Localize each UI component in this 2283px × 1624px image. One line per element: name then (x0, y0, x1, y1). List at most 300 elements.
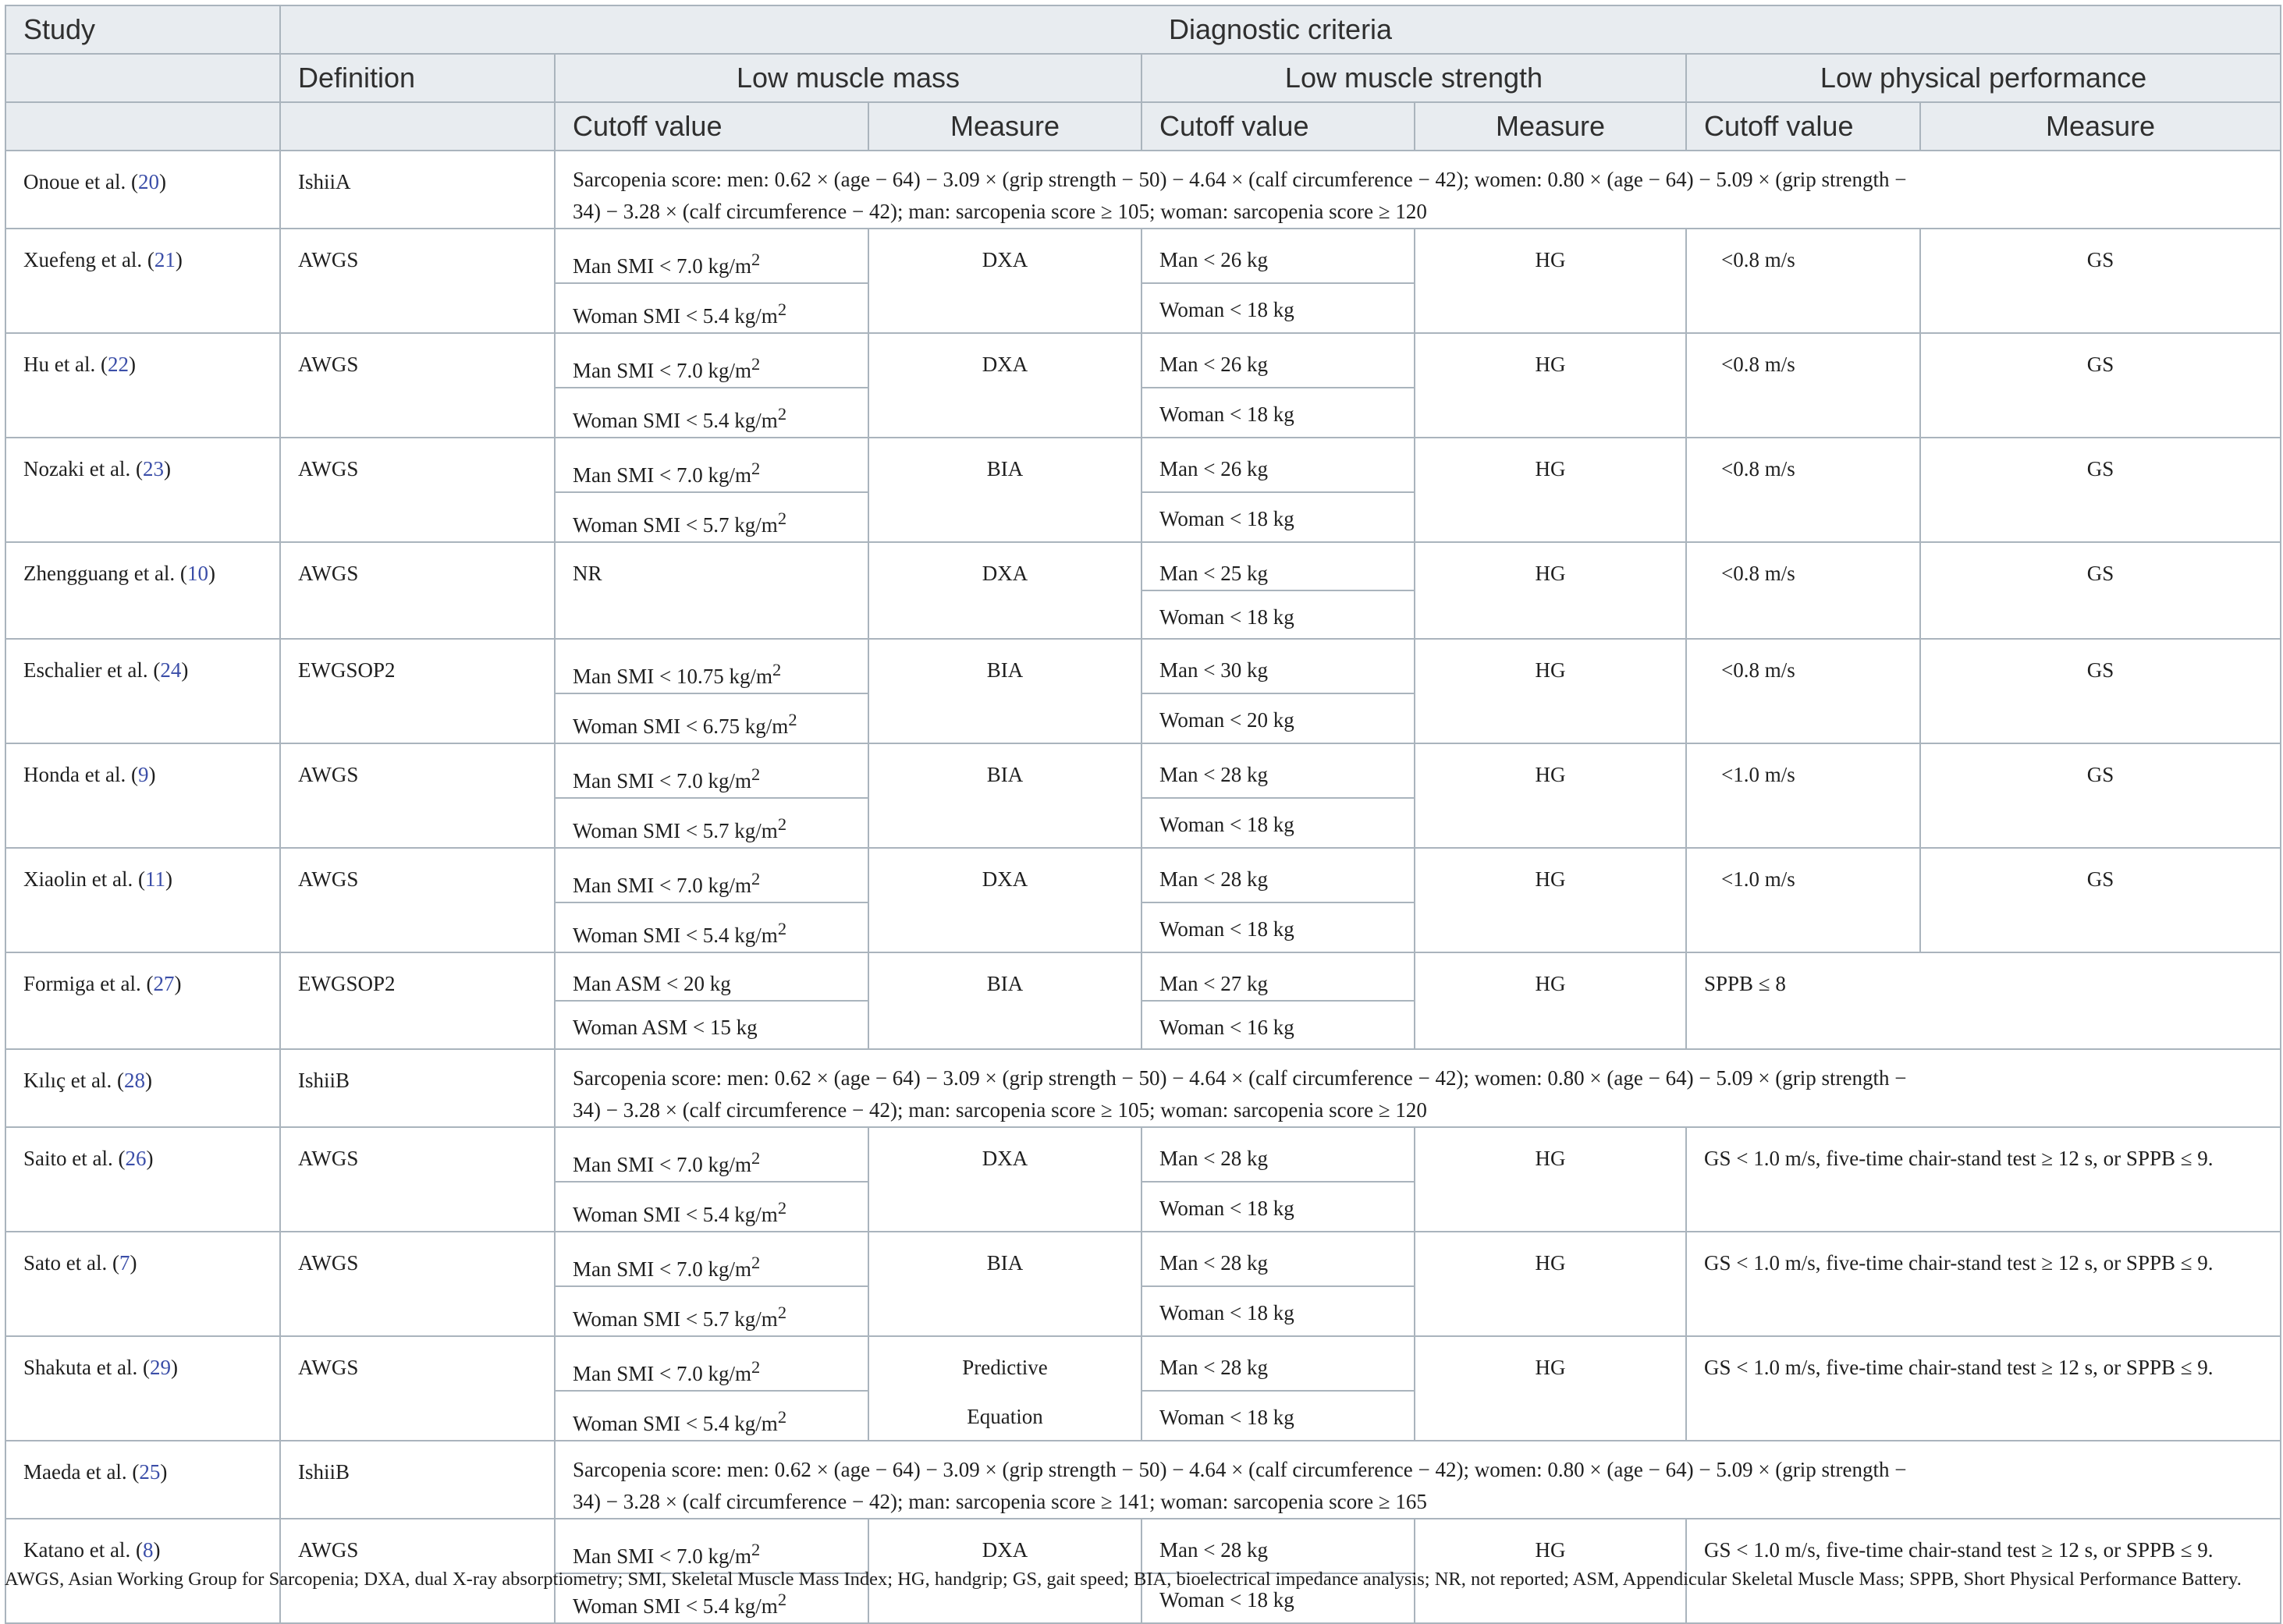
strength-cutoff-text: Woman < 20 kg (1159, 708, 1294, 732)
definition-cell (280, 333, 555, 438)
header-diagnostic-criteria: Diagnostic criteria (280, 5, 2281, 54)
study-name: Hu et al. ( (23, 353, 108, 376)
mass-cutoff-cell (555, 952, 868, 1001)
study-cell (5, 1049, 280, 1127)
definition-text: AWGS (298, 353, 359, 376)
close-paren: ) (208, 562, 215, 585)
strength-cutoff-text: Woman < 18 kg (1159, 1197, 1294, 1220)
performance-text: GS < 1.0 m/s, five-time chair-stand test ≥ 12 s, or SPPB ≤ 9. (1704, 1251, 2214, 1275)
strength-measure-text: HG (1535, 1356, 1566, 1379)
performance-cutoff-cell (1686, 438, 1920, 542)
performance-measure-text: GS (2086, 867, 2114, 891)
formula-cell (555, 151, 2281, 229)
performance-cutoff-cell (1686, 639, 1920, 743)
definition-cell (280, 229, 555, 333)
strength-cutoff-cell (1142, 693, 1415, 743)
reference-link[interactable]: 7 (119, 1251, 130, 1275)
performance-cutoff-text: <0.8 m/s (1721, 562, 1795, 585)
study-cell (5, 1232, 280, 1336)
mass-measure-cell (868, 743, 1142, 848)
strength-cutoff-cell (1142, 388, 1415, 438)
header-mass-measure: Measure (868, 102, 1142, 151)
strength-cutoff-text: Man < 26 kg (1159, 248, 1268, 271)
mass-cutoff-cell (555, 693, 868, 743)
mass-cutoff-text: Woman SMI < 5.4 kg/m (573, 1594, 778, 1618)
performance-cutoff-text: <1.0 m/s (1721, 867, 1795, 891)
definition-cell (280, 639, 555, 743)
strength-cutoff-text: Man < 30 kg (1159, 658, 1268, 682)
mass-measure-text: BIA (986, 658, 1024, 682)
definition-cell (280, 848, 555, 952)
strength-cutoff-cell (1142, 1182, 1415, 1232)
header-mass-cutoff: Cutoff value (555, 102, 868, 151)
table-row (5, 952, 2281, 1001)
definition-text: AWGS (298, 1147, 359, 1170)
performance-measure-text: GS (2086, 248, 2114, 271)
definition-text: AWGS (298, 1538, 359, 1562)
mass-cutoff-text: Woman SMI < 5.4 kg/m (573, 304, 778, 328)
definition-text: AWGS (298, 763, 359, 786)
close-paren: ) (181, 658, 189, 682)
strength-cutoff-cell (1142, 1336, 1415, 1391)
strength-measure-cell (1415, 1336, 1686, 1441)
definition-text: AWGS (298, 562, 359, 585)
mass-cutoff-text: Man SMI < 7.0 kg/m (573, 359, 751, 382)
header-empty (5, 102, 280, 151)
mass-cutoff-text: Woman SMI < 5.4 kg/m (573, 924, 778, 947)
strength-cutoff-cell (1142, 229, 1415, 283)
performance-cell (1686, 1232, 2281, 1336)
performance-cell (1686, 952, 2281, 1049)
performance-measure-text: GS (2086, 763, 2114, 786)
close-paren: ) (146, 1147, 154, 1170)
header-performance-measure: Measure (1920, 102, 2281, 151)
header-study: Study (5, 5, 280, 54)
superscript-2: 2 (777, 814, 787, 834)
performance-cell (1686, 1336, 2281, 1441)
definition-cell (280, 151, 555, 229)
strength-cutoff-text: Man < 28 kg (1159, 1147, 1268, 1170)
mass-measure-text: BIA (986, 457, 1024, 480)
definition-cell (280, 1127, 555, 1232)
mass-measure-cell (868, 333, 1142, 438)
performance-text: GS < 1.0 m/s, five-time chair-stand test ≥ 12 s, or SPPB ≤ 9. (1704, 1356, 2214, 1379)
performance-measure-cell (1920, 333, 2281, 438)
mass-cutoff-text: Woman ASM < 15 kg (573, 1016, 758, 1039)
mass-cutoff-text: Woman SMI < 5.4 kg/m (573, 1412, 778, 1435)
definition-cell (280, 438, 555, 542)
study-cell (5, 542, 280, 639)
study-cell (5, 639, 280, 743)
mass-cutoff-text: Man SMI < 7.0 kg/m (573, 254, 751, 278)
header-strength-measure: Measure (1415, 102, 1686, 151)
strength-cutoff-text: Man < 26 kg (1159, 457, 1268, 480)
mass-cutoff-cell (555, 283, 868, 333)
strength-measure-cell (1415, 1232, 1686, 1336)
table-row (5, 639, 2281, 693)
performance-text: GS < 1.0 m/s, five-time chair-stand test ≥ 12 s, or SPPB ≤ 9. (1704, 1538, 2214, 1562)
header-low-muscle-strength: Low muscle strength (1142, 54, 1686, 102)
superscript-2: 2 (751, 459, 761, 478)
performance-cutoff-cell (1686, 848, 1920, 952)
header-low-muscle-mass: Low muscle mass (555, 54, 1142, 102)
mass-cutoff-cell (555, 1519, 868, 1573)
table-row (5, 151, 2281, 229)
strength-cutoff-text: Man < 28 kg (1159, 1538, 1268, 1562)
strength-cutoff-cell (1142, 848, 1415, 902)
strength-cutoff-text: Man < 28 kg (1159, 867, 1268, 891)
study-cell (5, 1441, 280, 1519)
mass-measure-text: BIA (986, 972, 1024, 995)
close-paren: ) (174, 972, 182, 995)
definition-cell (280, 1049, 555, 1127)
strength-cutoff-cell (1142, 590, 1415, 639)
strength-measure-text: HG (1535, 353, 1566, 376)
performance-measure-cell (1920, 743, 2281, 848)
strength-measure-text: HG (1535, 1147, 1566, 1170)
mass-cutoff-cell (555, 388, 868, 438)
study-name: Katano et al. ( (23, 1538, 143, 1562)
mass-cutoff-cell (555, 492, 868, 542)
study-cell (5, 1127, 280, 1232)
superscript-2: 2 (777, 1590, 787, 1609)
strength-measure-cell (1415, 1127, 1686, 1232)
strength-measure-cell (1415, 333, 1686, 438)
mass-measure-cell (868, 1232, 1142, 1336)
superscript-2: 2 (788, 710, 797, 729)
strength-cutoff-cell (1142, 743, 1415, 798)
table-row (5, 438, 2281, 492)
mass-cutoff-text: Man SMI < 7.0 kg/m (573, 463, 751, 487)
mass-cutoff-cell (555, 542, 868, 639)
study-name: Shakuta et al. ( (23, 1356, 150, 1379)
sarcopenia-formula: Sarcopenia score: men: 0.62 × (age − 64) − 3.09 × (grip strength − 50) − 4.64 × (calf circumference − 42); women: 0.80 × (age − 64) − 5.09 × (grip strength − 34) − 3.28 × (calf circumference − 42); man: sarcopenia score ≥ 105; woman: sarcopenia score ≥ 120 (573, 168, 1907, 223)
superscript-2: 2 (777, 1303, 787, 1322)
definition-text: AWGS (298, 1251, 359, 1275)
close-paren: ) (128, 353, 136, 376)
study-name: Xuefeng et al. ( (23, 248, 154, 271)
performance-cutoff-cell (1686, 743, 1920, 848)
performance-text: GS < 1.0 m/s, five-time chair-stand test ≥ 12 s, or SPPB ≤ 9. (1704, 1147, 2214, 1170)
definition-cell (280, 1336, 555, 1441)
mass-cutoff-text: Man SMI < 7.0 kg/m (573, 1544, 751, 1568)
close-paren: ) (163, 457, 171, 480)
header-empty (5, 54, 280, 102)
performance-measure-text: GS (2086, 457, 2114, 480)
strength-measure-text: HG (1535, 457, 1566, 480)
performance-cutoff-text: <0.8 m/s (1721, 353, 1795, 376)
mass-measure-text: BIA (986, 763, 1024, 786)
mass-measure-cell (868, 639, 1142, 743)
superscript-2: 2 (751, 869, 761, 888)
sarcopenia-formula: Sarcopenia score: men: 0.62 × (age − 64) − 3.09 × (grip strength − 50) − 4.64 × (calf circumference − 42); women: 0.80 × (age − 64) − 5.09 × (grip strength − 34) − 3.28 × (calf circumference − 42); man: sarcopenia score ≥ 141; woman: sarcopenia score ≥ 165 (573, 1458, 1907, 1513)
strength-measure-cell (1415, 743, 1686, 848)
strength-measure-text: HG (1535, 248, 1566, 271)
strength-measure-text: HG (1535, 763, 1566, 786)
superscript-2: 2 (777, 919, 787, 938)
strength-cutoff-text: Man < 28 kg (1159, 1251, 1268, 1275)
strength-cutoff-cell (1142, 798, 1415, 848)
study-name: Honda et al. ( (23, 763, 138, 786)
mass-measure-cell (868, 438, 1142, 542)
mass-cutoff-cell (555, 798, 868, 848)
strength-measure-cell (1415, 952, 1686, 1049)
performance-text: SPPB ≤ 8 (1704, 972, 1786, 995)
study-name: Eschalier et al. ( (23, 658, 161, 682)
header-empty (280, 102, 555, 151)
superscript-2: 2 (777, 509, 787, 528)
table-row (5, 1336, 2281, 1391)
reference-link[interactable]: 22 (107, 353, 129, 376)
superscript-2: 2 (751, 1148, 761, 1168)
strength-cutoff-text: Woman < 18 kg (1159, 917, 1294, 941)
strength-cutoff-text: Woman < 16 kg (1159, 1016, 1294, 1039)
strength-cutoff-cell (1142, 438, 1415, 492)
study-cell (5, 151, 280, 229)
strength-cutoff-text: Man < 27 kg (1159, 972, 1268, 995)
reference-link[interactable]: 23 (142, 457, 164, 480)
strength-cutoff-cell (1142, 542, 1415, 590)
study-name: Maeda et al. ( (23, 1460, 140, 1484)
reference-link[interactable]: 11 (144, 867, 165, 891)
table-footnote: AWGS, Asian Working Group for Sarcopenia; DXA, dual X-ray absorptiometry; SMI, Skeletal Muscle Mass Index; HG, handgrip; GS, gait speed; BIA, bioelectrical impedance analysis; NR, not reported; ASM, Appendicular Skeletal Muscle Mass; SPPB, Short Physical Performance Battery. (5, 1569, 2242, 1590)
strength-measure-text: HG (1535, 562, 1566, 585)
strength-cutoff-cell (1142, 902, 1415, 952)
reference-link[interactable]: 21 (154, 248, 176, 271)
performance-measure-text: GS (2086, 562, 2114, 585)
definition-text: EWGSOP2 (298, 658, 396, 682)
header-definition: Definition (280, 54, 555, 102)
performance-cutoff-text: <0.8 m/s (1721, 248, 1795, 271)
reference-link[interactable]: 24 (160, 658, 182, 682)
close-paren: ) (130, 1251, 137, 1275)
table-row (5, 1441, 2281, 1519)
superscript-2: 2 (772, 660, 782, 679)
strength-measure-text: HG (1535, 1538, 1566, 1562)
mass-cutoff-cell (555, 1391, 868, 1441)
table-row (5, 542, 2281, 590)
definition-cell (280, 1232, 555, 1336)
performance-cutoff-text: <1.0 m/s (1721, 763, 1795, 786)
reference-link[interactable]: 26 (125, 1147, 147, 1170)
study-cell (5, 229, 280, 333)
strength-cutoff-text: Man < 28 kg (1159, 1356, 1268, 1379)
strength-cutoff-text: Woman < 18 kg (1159, 507, 1294, 530)
definition-text: AWGS (298, 1356, 359, 1379)
study-cell (5, 438, 280, 542)
superscript-2: 2 (777, 1407, 787, 1427)
strength-measure-text: HG (1535, 1251, 1566, 1275)
strength-cutoff-text: Woman < 18 kg (1159, 298, 1294, 321)
strength-measure-text: HG (1535, 658, 1566, 682)
strength-cutoff-text: Woman < 18 kg (1159, 402, 1294, 426)
reference-link[interactable]: 8 (142, 1538, 154, 1562)
strength-measure-cell (1415, 542, 1686, 639)
performance-cutoff-text: <0.8 m/s (1721, 457, 1795, 480)
mass-cutoff-text: Woman SMI < 5.7 kg/m (573, 513, 778, 537)
mass-cutoff-text: NR (573, 562, 602, 585)
definition-cell (280, 743, 555, 848)
performance-cutoff-cell (1686, 333, 1920, 438)
mass-measure-text: DXA (982, 248, 1028, 271)
mass-measure-cell (868, 229, 1142, 333)
mass-cutoff-cell (555, 1336, 868, 1391)
study-cell (5, 743, 280, 848)
formula-cell (555, 1441, 2281, 1519)
strength-cutoff-cell (1142, 1286, 1415, 1336)
strength-cutoff-cell (1142, 283, 1415, 333)
mass-cutoff-text: Woman SMI < 5.4 kg/m (573, 1203, 778, 1226)
mass-measure-text: DXA (982, 562, 1028, 585)
superscript-2: 2 (777, 404, 787, 424)
study-name: Nozaki et al. ( (23, 457, 143, 480)
study-name: Kılıç et al. ( (23, 1069, 124, 1092)
strength-measure-cell (1415, 438, 1686, 542)
mass-measure-cell (868, 542, 1142, 639)
strength-cutoff-text: Woman < 18 kg (1159, 1301, 1294, 1324)
mass-cutoff-cell (555, 1127, 868, 1182)
close-paren: ) (158, 170, 166, 193)
definition-text: AWGS (298, 248, 359, 271)
strength-cutoff-cell (1142, 1391, 1415, 1441)
strength-cutoff-text: Man < 28 kg (1159, 763, 1268, 786)
study-name: Xiaolin et al. ( (23, 867, 145, 891)
table-row (5, 1232, 2281, 1286)
performance-measure-text: GS (2086, 658, 2114, 682)
mass-measure-cell (868, 848, 1142, 952)
strength-measure-cell (1415, 848, 1686, 952)
close-paren: ) (160, 1460, 168, 1484)
strength-cutoff-cell (1142, 952, 1415, 1001)
performance-measure-cell (1920, 229, 2281, 333)
strength-measure-cell (1415, 229, 1686, 333)
superscript-2: 2 (751, 1357, 761, 1377)
close-paren: ) (170, 1356, 178, 1379)
reference-link[interactable]: 27 (153, 972, 175, 995)
definition-text: AWGS (298, 867, 359, 891)
mass-cutoff-cell (555, 1286, 868, 1336)
mass-cutoff-cell (555, 1232, 868, 1286)
mass-cutoff-text: Woman SMI < 5.7 kg/m (573, 1307, 778, 1331)
mass-cutoff-cell (555, 639, 868, 693)
strength-cutoff-cell (1142, 639, 1415, 693)
table-row (5, 848, 2281, 902)
close-paren: ) (148, 763, 156, 786)
reference-link[interactable]: 29 (149, 1356, 171, 1379)
performance-measure-cell (1920, 639, 2281, 743)
study-cell (5, 1336, 280, 1441)
definition-text: IshiiB (298, 1069, 350, 1092)
reference-link[interactable]: 25 (139, 1460, 161, 1484)
table-row (5, 1127, 2281, 1182)
reference-link[interactable]: 20 (137, 170, 159, 193)
performance-cell (1686, 1127, 2281, 1232)
mass-measure-cell (868, 1336, 1142, 1391)
strength-cutoff-cell (1142, 492, 1415, 542)
reference-link[interactable]: 10 (186, 562, 208, 585)
performance-cutoff-cell (1686, 542, 1920, 639)
sarcopenia-formula: Sarcopenia score: men: 0.62 × (age − 64) − 3.09 × (grip strength − 50) − 4.64 × (calf circumference − 42); women: 0.80 × (age − 64) − 5.09 × (grip strength − 34) − 3.28 × (calf circumference − 42); man: sarcopenia score ≥ 105; woman: sarcopenia score ≥ 120 (573, 1066, 1907, 1122)
superscript-2: 2 (777, 1198, 787, 1218)
mass-cutoff-cell (555, 333, 868, 388)
mass-cutoff-text: Woman SMI < 6.75 kg/m (573, 714, 789, 738)
study-name: Saito et al. ( (23, 1147, 126, 1170)
header-strength-cutoff: Cutoff value (1142, 102, 1415, 151)
mass-measure-cell (868, 1127, 1142, 1232)
criteria-table (5, 5, 2281, 1624)
mass-cutoff-text: Woman SMI < 5.4 kg/m (573, 409, 778, 432)
study-name: Zhengguang et al. ( (23, 562, 187, 585)
mass-measure-text: DXA (982, 1538, 1028, 1562)
definition-text: IshiiB (298, 1460, 350, 1484)
mass-cutoff-cell (555, 438, 868, 492)
performance-cutoff-cell (1686, 229, 1920, 333)
strength-cutoff-cell (1142, 333, 1415, 388)
mass-measure-text: BIA (986, 1251, 1024, 1275)
strength-cutoff-text: Man < 26 kg (1159, 353, 1268, 376)
reference-link[interactable]: 28 (123, 1069, 145, 1092)
close-paren: ) (165, 867, 172, 891)
mass-cutoff-text: Man SMI < 7.0 kg/m (573, 769, 751, 792)
strength-cutoff-text: Woman < 18 kg (1159, 1588, 1294, 1612)
study-cell (5, 848, 280, 952)
mass-cutoff-text: Man SMI < 7.0 kg/m (573, 1153, 751, 1176)
mass-cutoff-cell (555, 229, 868, 283)
superscript-2: 2 (751, 764, 761, 784)
strength-cutoff-cell (1142, 1127, 1415, 1182)
header-performance-cutoff: Cutoff value (1686, 102, 1920, 151)
study-cell (5, 952, 280, 1049)
mass-cutoff-cell (555, 743, 868, 798)
strength-cutoff-cell (1142, 1232, 1415, 1286)
performance-measure-text: GS (2086, 353, 2114, 376)
mass-cutoff-text: Man SMI < 7.0 kg/m (573, 874, 751, 897)
definition-text: AWGS (298, 457, 359, 480)
mass-cutoff-text: Man SMI < 7.0 kg/m (573, 1257, 751, 1281)
close-paren: ) (153, 1538, 161, 1562)
definition-text: EWGSOP2 (298, 972, 396, 995)
mass-measure-cell (868, 952, 1142, 1049)
definition-cell (280, 542, 555, 639)
mass-cutoff-cell (555, 1001, 868, 1049)
strength-cutoff-cell (1142, 1519, 1415, 1573)
reference-link[interactable]: 9 (137, 763, 149, 786)
study-name: Onoue et al. ( (23, 170, 138, 193)
definition-text: IshiiA (298, 170, 351, 193)
performance-cutoff-text: <0.8 m/s (1721, 658, 1795, 682)
mass-cutoff-text: Man SMI < 7.0 kg/m (573, 1362, 751, 1385)
superscript-2: 2 (777, 300, 787, 319)
superscript-2: 2 (751, 250, 761, 269)
table-row (5, 333, 2281, 388)
definition-cell (280, 952, 555, 1049)
table-row (5, 743, 2281, 798)
study-cell (5, 333, 280, 438)
mass-measure-cell (868, 1391, 1142, 1441)
mass-cutoff-text: Woman SMI < 5.7 kg/m (573, 819, 778, 842)
mass-cutoff-cell (555, 848, 868, 902)
table-row (5, 1049, 2281, 1127)
performance-measure-cell (1920, 542, 2281, 639)
strength-measure-text: HG (1535, 867, 1566, 891)
strength-cutoff-text: Man < 25 kg (1159, 562, 1268, 585)
study-name: Formiga et al. ( (23, 972, 154, 995)
mass-measure-text: Predictive (962, 1356, 1048, 1379)
mass-cutoff-cell (555, 902, 868, 952)
strength-cutoff-text: Woman < 18 kg (1159, 1406, 1294, 1429)
table-row (5, 1519, 2281, 1573)
close-paren: ) (144, 1069, 152, 1092)
